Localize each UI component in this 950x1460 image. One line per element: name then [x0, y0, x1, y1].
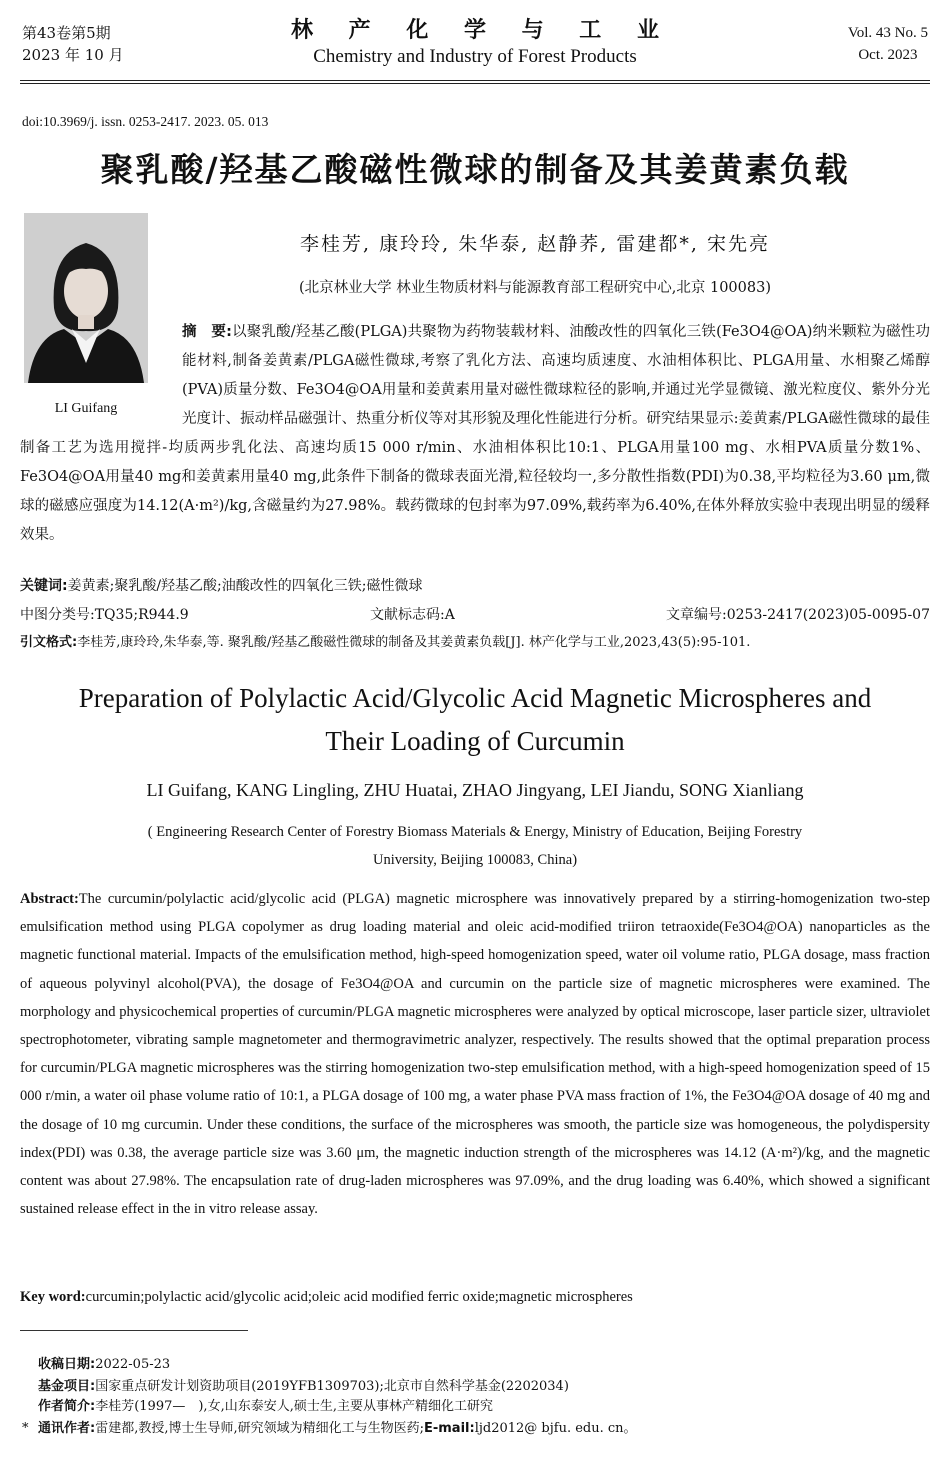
header-rule-top [20, 80, 930, 81]
corresponding-label: 通讯作者: [38, 1421, 96, 1436]
footnote-fund [38, 1376, 928, 1398]
abstract-cn-text: 以聚乳酸/羟基乙酸(PLGA)共聚物为药物装载材料、油酸改性的四氧化三铁(Fe3O4@OA)纳米颗粒为磁性功能材料,制备姜黄素/PLGA磁性微球,考察了乳化方法、高速均质速度、水油相体积比、PLGA用量、水相聚乙烯醇(PVA)质量分数、Fe3O4@OA用量和姜黄素用量对磁性微球粒径的影响,并通过光学显微镜、激光粒度仪、紫外分光光度计、振动样品磁强计、热重分析仪等对其形貌及理化性能进行分析。研究结果显示:姜黄素/PLGA磁性微球的最佳制备工艺为选用搅拌-均质两步乳化法、高速均质15 000 r/min、水油相体积比10:1、PLGA用量100 mg、水相PVA质量分数1%、Fe3O4@OA用量40 mg和姜黄素用量40 mg,此条件下制备的微球表面光滑,粒径较均一,多分散性指数(PDI)为0.38,平均粒径为3.60 μm,微球的磁感应强度为14.12(A·m²)/kg,含磁量约为27.98%。载药微球的包封率为97.09%,载药率为6.40%,在体外释放实验中表现出明显的缓释效果。 [20, 324, 930, 543]
author-bio-label: 作者简介: [38, 1399, 96, 1414]
document-code: 文献标志码:A [370, 607, 455, 623]
clc-number: 中图分类号:TQ35;R944.9 [20, 607, 189, 623]
corresponding-star: * [22, 1421, 29, 1436]
abstract-cn-label: 摘 要: [182, 324, 232, 340]
header-rule-bottom [20, 83, 930, 84]
page-title-en [30, 677, 920, 763]
title-en-line2: Their Loading of Curcumin [325, 726, 625, 756]
abstract-cn [20, 318, 930, 550]
keywords-en-label: Key word: [20, 1289, 86, 1305]
footnote-author [38, 1396, 928, 1418]
email-label: E-mail: [423, 1421, 475, 1436]
fund-label: 基金项目: [38, 1379, 96, 1394]
received-date: 2022-05-23 [95, 1357, 171, 1372]
keywords-cn-text: 姜黄素;聚乳酸/羟基乙酸;油酸改性的四氧化三铁;磁性微球 [67, 578, 423, 594]
keywords-en [20, 1284, 930, 1310]
photo-float-spacer [20, 318, 182, 434]
email-link[interactable]: ljd2012@ bjfu. edu. cn。 [474, 1421, 637, 1436]
journal-name-cn: 林 产 化 学 与 工 业 [291, 17, 673, 43]
author-list-en: LI Guifang, KANG Lingling, ZHU Huatai, ZHAO Jingyang, LEI Jiandu, SONG Xianliang [146, 780, 804, 800]
issue-date: 2023 年 10 月 [22, 46, 124, 64]
corresponding-text: 雷建都,教授,博士生导师,研究领域为精细化工与生物医药; [95, 1421, 424, 1436]
footnote-rule [20, 1330, 248, 1331]
journal-name-en: Chemistry and Industry of Forest Products [313, 46, 637, 67]
title-en-line1: Preparation of Polylactic Acid/Glycolic Acid Magnetic Microspheres and [78, 683, 872, 713]
journal-name [0, 16, 950, 70]
abstract-en-text: The curcumin/polylactic acid/glycolic acid (PLGA) magnetic microsphere was innovatively prepared by a stirring-homogenization two-step emulsification method using PLGA copolymer as drug loading material and oleic acid-modified triiron tetraoxide(Fe3O4@OA) nanoparticles as the magnetic functional material. Impacts of the emulsification method, high-speed homogenization speed, water oil volume ratio, PLGA dosage, mass fraction of aqueous polyvinyl alcohol(PVA), the dosage of Fe3O4@OA and curcumin on the particle size of magnetic microspheres were examined. The morphology and physicochemical properties of curcumin/PLGA magnetic microspheres were analyzed by optical microscope, laser particle sizer, ultraviolet spectrophotometer, vibrating sample magnetometer and thermogravimetric analyzer, respectively. The results showed that the optimal preparation process for curcumin/PLGA magnetic microspheres was the stirring homogenization two-step emulsification method, with a high-speed homogenization speed of 15 000 r/min, a water oil phase volume ratio of 10:1, a PLGA dosage of 100 mg, a water phase PVA mass fraction of 1%, the Fe3O4@OA dosage of 40 mg and the dosage of 10 mg curcumin. Under these conditions, the surface of the microspheres was smooth, the particle size was homogeneous, the polydispersity index(PDI) was 0.38, the average particle size was 3.60 μm, the magnetic induction strength of the microspheres was 14.12 (A·m²)/kg, and the magnetic content was about 27.98%. The encapsulation rate of drug-laden microspheres was 97.09%, and the drug loading was 6.40%, which showed a significant sustained release effect in the in vitro release assay. [20, 891, 930, 1218]
issue-volume-en: Vol. 43 No. 5 [847, 25, 928, 41]
issue-date-en: Oct. 2023 [858, 47, 918, 63]
classification-row [20, 604, 930, 626]
issue-volume: 第43卷第5期 [22, 24, 111, 42]
fund-text: 国家重点研发计划资助项目(2019YFB1309703);北京市自然科学基金(2202034) [95, 1379, 569, 1394]
affiliation-en-line2: University, Beijing 100083, China) [372, 852, 578, 868]
keywords-en-text: curcumin;polylactic acid/glycolic acid;oleic acid modified ferric oxide;magnetic microspheres [85, 1289, 633, 1305]
footnote-corresponding [22, 1418, 912, 1440]
doi[interactable]: doi:10.3969/j. issn. 0253-2417. 2023. 05. 013 [22, 114, 269, 129]
affiliation-cn: (北京林业大学 林业生物质材料与能源教育部工程研究中心,北京 100083) [299, 280, 771, 296]
citation [20, 632, 930, 654]
affiliation-en-line1: ( Engineering Research Center of Forestry Biomass Materials & Energy, Ministry of Education, Beijing Forestry [147, 824, 803, 840]
keywords-cn [20, 574, 930, 598]
affiliation-en [60, 818, 890, 874]
article-number: 文章编号:0253-2417(2023)05-0095-07 [666, 607, 930, 623]
citation-text: 李桂芳,康玲玲,朱华泰,等. 聚乳酸/羟基乙酸磁性微球的制备及其姜黄素负载[J]. 林产化学与工业,2023,43(5):95-101. [77, 635, 751, 650]
keywords-cn-label: 关键词: [20, 578, 68, 594]
footnote-received [38, 1354, 928, 1376]
abstract-en [20, 885, 930, 1223]
author-list-cn: 李桂芳, 康玲玲, 朱华泰, 赵静荞, 雷建都*, 宋先亮 [300, 233, 770, 255]
received-label: 收稿日期: [38, 1357, 96, 1372]
author-bio-text: 李桂芳(1997— ),女,山东泰安人,硕士生,主要从事林产精细化工研究 [95, 1399, 493, 1414]
abstract-en-label: Abstract: [20, 891, 79, 907]
citation-label: 引文格式: [20, 635, 78, 650]
page-title-cn: 聚乳酸/羟基乙酸磁性微球的制备及其姜黄素负载 [100, 150, 850, 189]
photo-caption: LI Guifang [54, 401, 118, 416]
issue-info-en [848, 22, 928, 66]
